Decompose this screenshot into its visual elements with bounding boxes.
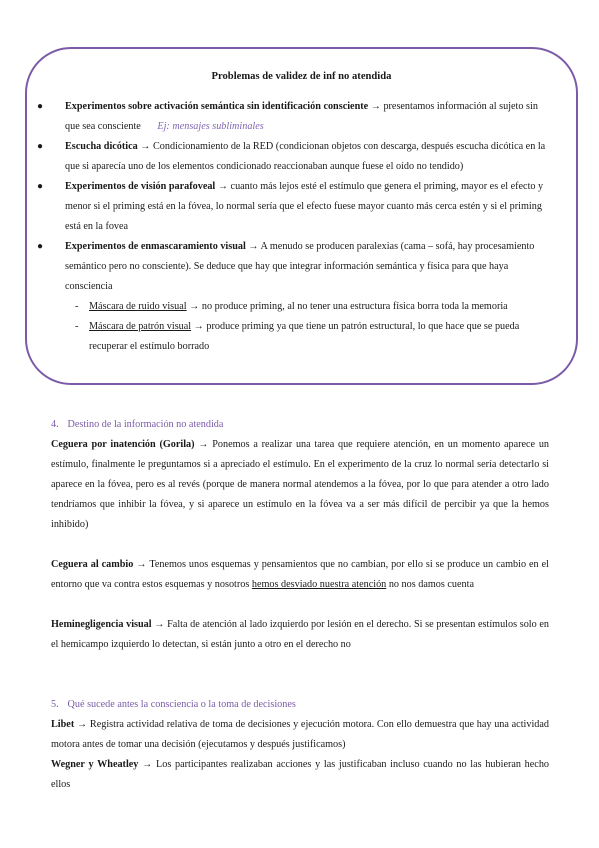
bullet-icon: ●	[37, 181, 44, 192]
bullet-icon: ●	[37, 241, 44, 252]
validity-problems-box	[25, 47, 578, 385]
bullet-item: ● Escucha dicótica → Condicionamiento de la RED (condicionan objetos con descarga, después escucha dicótica en la que si aparecía uno de los elementos condicionado reaccionaban aunque fuese el oído no tendido)	[65, 137, 555, 177]
bullet-item: ● Experimentos de visión parafoveal → cuanto más lejos esté el estímulo que genera el priming, mayor es el efecto y menor si el priming está en la fóvea, lo normal sería que el efecto fuese mayor cuanto más cerca estén y si el priming está en la fovea	[65, 177, 555, 237]
paragraph: Wegner y Wheatley → Los participantes realizaban acciones y las justificaban incluso cuando no las hubieran hecho ellos	[51, 759, 550, 790]
bullet-icon: ●	[37, 101, 44, 112]
section-5	[51, 695, 549, 795]
paragraph: Libet → Registra actividad relativa de toma de decisiones y ejecución motora. Con ello demuestra que hay una actividad motora antes de tomar una decisión (ejecutamos y después justificamos)	[51, 719, 550, 750]
bullet-icon: ●	[37, 141, 44, 152]
paragraph: Heminegligencia visual → Falta de atención al lado izquierdo por lesión en el derecho. Si se presentan estímulos solo en el hemicampo izquierdo lo detectan, si están junto a otro en el derecho no	[51, 619, 550, 650]
box-title: Problemas de validez de inf no atendida	[211, 71, 392, 82]
sub-item: - Máscara de ruido visual → no produce priming, al no tener una estructura física borra toda la memoria	[65, 297, 555, 317]
dash-icon: -	[75, 321, 79, 332]
bullet-item: ● Experimentos sobre activación semántica sin identificación consciente → presentamos información al sujeto sin que sea consciente Ej: mensajes subliminales	[65, 97, 555, 137]
sub-item: - Máscara de patrón visual → produce priming ya que tiene un patrón estructural, lo que hace que se pueda recuperar el estímulo borrado	[65, 317, 555, 357]
bullet-item: ● Experimentos de enmascaramiento visual → A menudo se producen paralexias (cama – sofá, hay procesamiento semántico pero no consciente). Se deduce que hay que integrar información semántica y física para que haya consciencia	[65, 237, 555, 297]
section-heading: 4. Destino de la información no atendida	[51, 419, 224, 430]
section-4	[51, 415, 549, 655]
paragraph: Ceguera al cambio → Tenemos unos esquemas y pensamientos que no cambian, por ello si se produce un cambio en el entorno que va contra estos esquemas y nosotros hemos desviado nuestra atención no nos damos cuenta	[51, 559, 549, 590]
paragraph: Ceguera por inatención (Gorila) → Ponemos a realizar una tarea que requiere atención, en un momento aparece un estímulo, finalmente le preguntamos si a apreciado el estímulo. En el experimento de la cruz lo normal sería detectarlo si aparece en la fóvea, pero es al revés (porque de manera normal atendemos a la fóvea, por lo que para atender a otro lado tendríamos que inhibir la fóvea, y si aparece un estímulo en la fóvea va a ser más difícil de percibir ya que la hemos inhibido)	[51, 439, 550, 530]
section-heading: 5. Qué sucede antes la consciencia o la toma de decisiones	[51, 699, 296, 710]
example-note: Ej: mensajes subliminales	[157, 121, 264, 132]
box-bullet-list	[37, 97, 555, 357]
dash-icon: -	[75, 301, 79, 312]
